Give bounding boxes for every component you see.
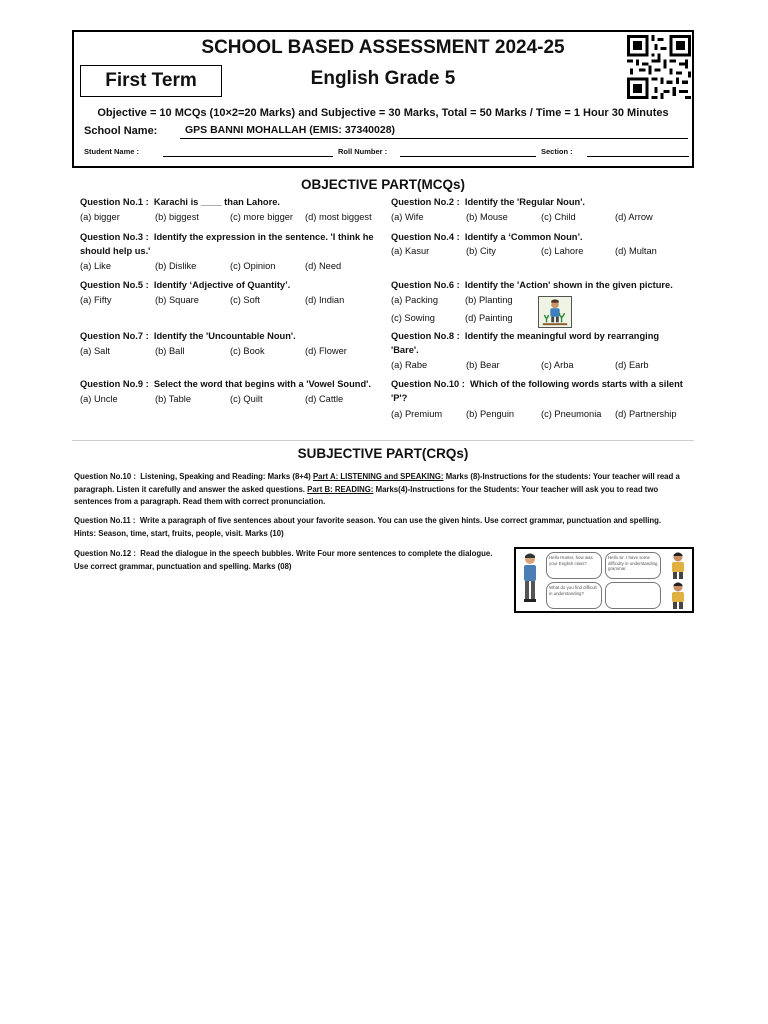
option[interactable]: (a) Fifty	[80, 295, 112, 305]
option[interactable]: (a) Wife	[391, 212, 424, 222]
speech-bubble: Hello sir. I have some difficulty in understanding grammar.	[605, 552, 661, 579]
option[interactable]: (d) Indian	[305, 295, 345, 305]
roll-number-label: Roll Number :	[338, 147, 388, 156]
roll-number-field[interactable]	[400, 156, 536, 157]
option[interactable]: (a) Salt	[80, 346, 110, 356]
option[interactable]: (d) Painting	[465, 313, 513, 323]
section-field[interactable]	[587, 156, 689, 157]
option[interactable]: (c) more bigger	[230, 212, 294, 222]
question: Question No.9 : Select the word that begins with a 'Vowel Sound'.	[80, 379, 371, 389]
question: Question No.6 : Identify the 'Action' shown in the given picture.	[391, 280, 673, 290]
speech-bubble: What do you find difficult in understanding?	[546, 582, 602, 609]
question: Question No.10 : Which of the following words starts with a silent	[391, 379, 683, 389]
student-name-field[interactable]	[163, 156, 333, 157]
student-name-label: Student Name :	[84, 147, 140, 156]
question-continued: 'Bare'.	[391, 345, 419, 355]
page-title: SCHOOL BASED ASSESSMENT 2024-25	[201, 37, 565, 58]
page-subtitle: English Grade 5	[310, 68, 456, 89]
option[interactable]: (d) Earb	[615, 360, 649, 370]
crq-question-10: Question No.10 : Listening, Speaking and Reading: Marks (8+4) Part A: LISTENING and SPEAKING: Marks (8)-Instructions for the students: Your teacher will read a paragraph. Listen it carefully and answer the asked questions. Part B: READING: Marks(4)-Instructions for the Students: Your teacher will ask you to read two sentences from a paragraph. Read them with correct pronunciation.	[74, 472, 680, 506]
option[interactable]: (a) Packing	[391, 295, 439, 305]
option[interactable]: (b) Ball	[155, 346, 185, 356]
question: Question No.2 : Identify the 'Regular Noun'.	[391, 197, 585, 207]
option[interactable]: (c) Pneumonia	[541, 409, 602, 419]
option[interactable]: (a) Kasur	[391, 246, 430, 256]
option[interactable]: (b) biggest	[155, 212, 199, 222]
option[interactable]: (d) Multan	[615, 246, 657, 256]
section-label: Section :	[541, 147, 573, 156]
term-label: First Term	[80, 65, 222, 97]
empty-speech-bubble[interactable]	[605, 582, 661, 609]
school-name-label: School Name:	[84, 125, 158, 137]
speech-bubble: Hello Hunter, how was your English class?	[546, 552, 602, 579]
option[interactable]: (d) Need	[305, 261, 342, 271]
option[interactable]: (d) Cattle	[305, 394, 344, 404]
option[interactable]: (c) Book	[230, 346, 265, 356]
teacher-figure-icon	[666, 581, 690, 609]
school-name-value: GPS BANNI MOHALLAH (EMIS: 37340028)	[185, 124, 396, 136]
option[interactable]: (a) Like	[80, 261, 112, 271]
option[interactable]: (a) Premium	[391, 409, 443, 419]
option[interactable]: (b) Mouse	[466, 212, 508, 222]
question: Question No.1 : Karachi is ____ than Lahore.	[80, 197, 280, 207]
marks-info: Objective = 10 MCQs (10×2=20 Marks) and Subjective = 30 Marks, Total = 50 Marks / Time = 1 Hour 30 Minutes	[97, 107, 669, 119]
option[interactable]: (d) Flower	[305, 346, 347, 356]
option[interactable]: (a) Uncle	[80, 394, 118, 404]
dialogue-picture	[514, 547, 694, 613]
option[interactable]: (a) bigger	[80, 212, 120, 222]
question: Question No.3 : Identify the expression in the sentence. 'I think he	[80, 232, 374, 242]
option[interactable]: (d) Partnership	[615, 409, 677, 419]
crq-question-12: Question No.12 : Read the dialogue in the speech bubbles. Write Four more sentences to complete the dialogue. Use correct grammar, punctuation and spelling. Marks (08)	[74, 549, 493, 571]
option[interactable]: (b) Planting	[465, 295, 513, 305]
option[interactable]: (c) Lahore	[541, 246, 584, 256]
option[interactable]: (d) most biggest	[305, 212, 372, 222]
subjective-heading: SUBJECTIVE PART(CRQs)	[297, 446, 469, 461]
school-name-line	[180, 138, 688, 139]
option[interactable]: (b) Penguin	[466, 409, 515, 419]
question: Question No.4 : Identify a ‘Common Noun’.	[391, 232, 583, 242]
question-continued: 'P'?	[391, 393, 408, 403]
option[interactable]: (b) Bear	[466, 360, 500, 370]
teacher-figure-icon	[666, 551, 690, 579]
option[interactable]: (b) Dislike	[155, 261, 197, 271]
crq-question-11: Question No.11 : Write a paragraph of five sentences about your favorite season. You can use the given hints. Use correct grammar, punctuation and spelling. Hints: Season, time, start, fruits, people, visit. Marks (10)	[74, 516, 662, 538]
option[interactable]: (b) Square	[155, 295, 199, 305]
option[interactable]: (c) Sowing	[391, 313, 435, 323]
option[interactable]: (c) Opinion	[230, 261, 276, 271]
option[interactable]: (c) Soft	[230, 295, 260, 305]
option[interactable]: (b) Table	[155, 394, 192, 404]
action-picture	[538, 296, 572, 328]
objective-heading: OBJECTIVE PART(MCQs)	[300, 177, 465, 192]
option[interactable]: (d) Arrow	[615, 212, 653, 222]
question: Question No.5 : Identify ‘Adjective of Quantity’.	[80, 280, 291, 290]
option[interactable]: (a) Rabe	[391, 360, 428, 370]
question: Question No.8 : Identify the meaningful word by rearranging	[391, 331, 660, 341]
option[interactable]: (c) Child	[541, 212, 576, 222]
qr-code-icon	[627, 35, 691, 99]
option[interactable]: (c) Arba	[541, 360, 574, 370]
question-continued: should help us.'	[80, 246, 151, 256]
section-divider	[72, 440, 694, 441]
option[interactable]: (c) Quilt	[230, 394, 263, 404]
option[interactable]: (b) City	[466, 246, 496, 256]
question: Question No.7 : Identify the 'Uncountable Noun'.	[80, 331, 296, 341]
boy-figure-icon	[518, 551, 542, 609]
